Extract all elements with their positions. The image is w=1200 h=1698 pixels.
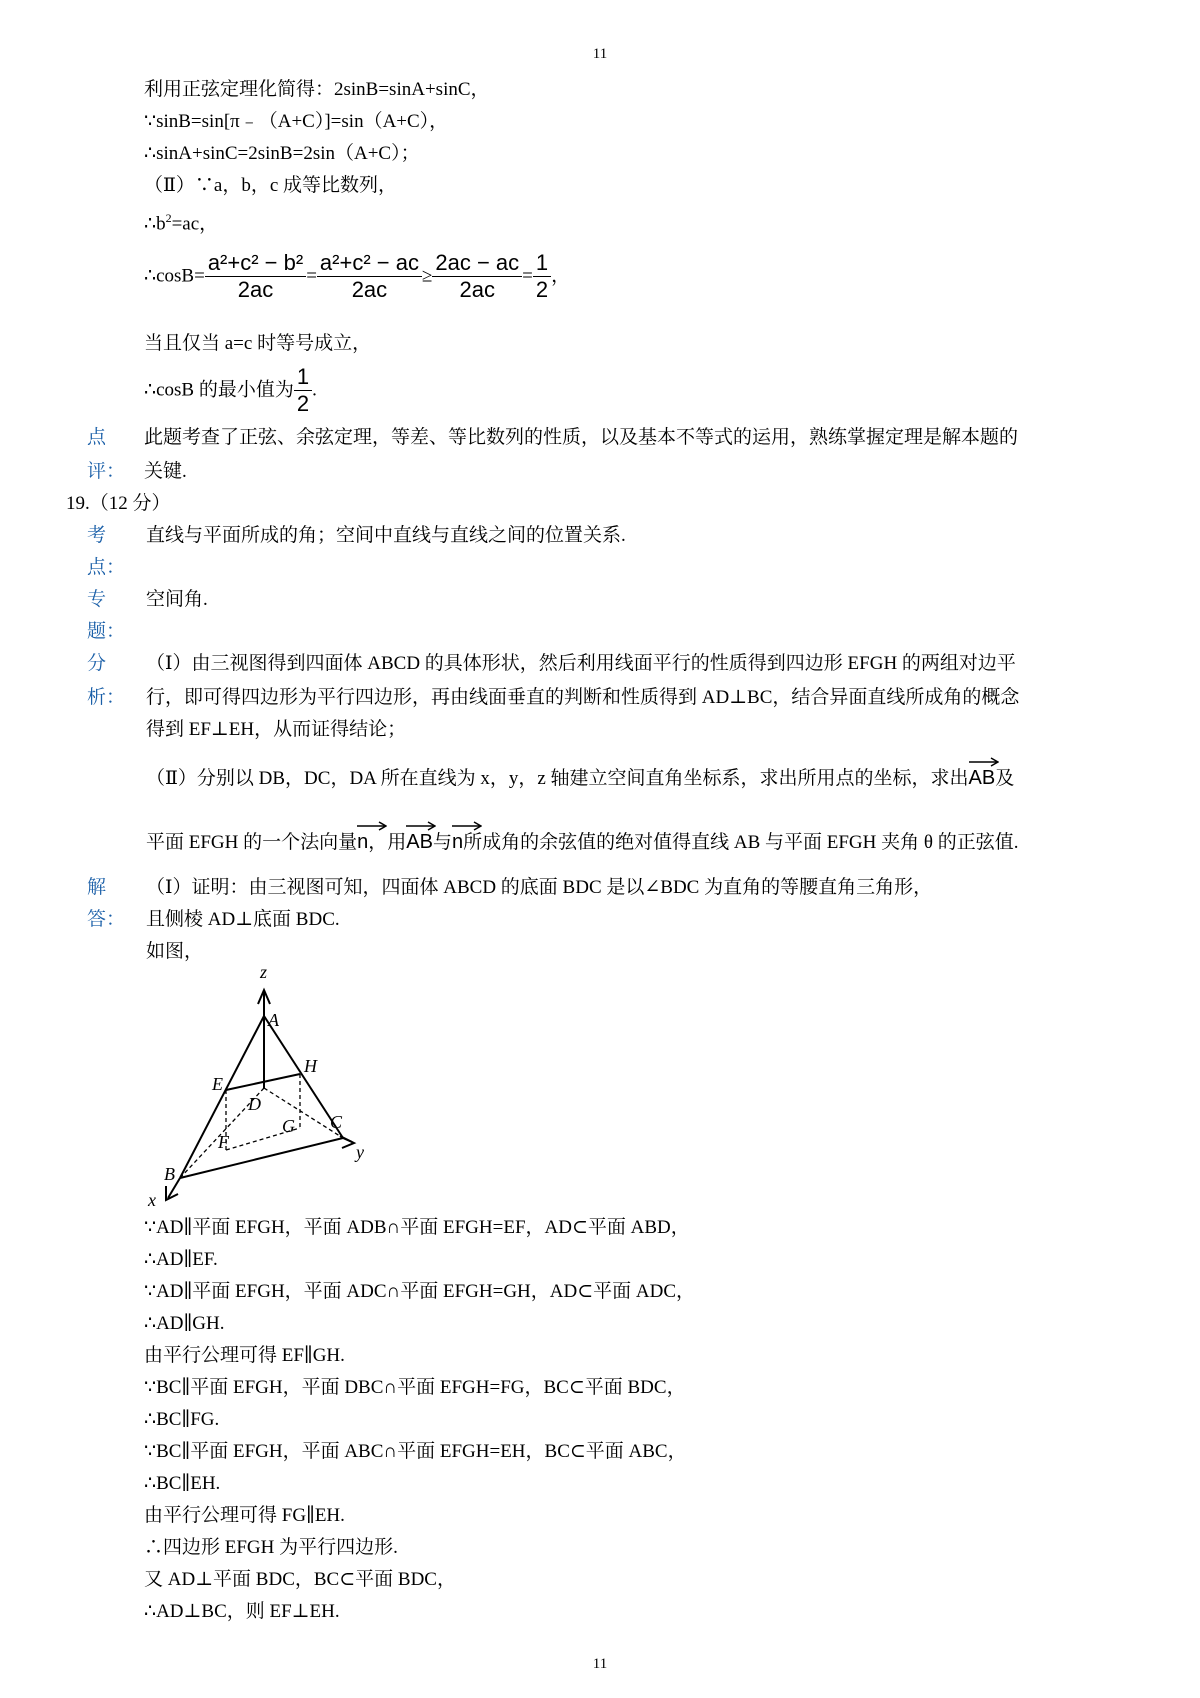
equals-2: = [522, 265, 533, 287]
b-squared-exp: 2 [165, 211, 172, 225]
label-b: B [164, 1164, 175, 1184]
fenxi-text-5a: 平面 EFGH 的一个法向量 [146, 832, 358, 853]
fraction-1-numerator: a²+c² − b² [207, 250, 304, 276]
edge-bc [180, 1138, 343, 1178]
tetrahedron-figure [130, 960, 390, 1210]
min-value-fraction [294, 364, 312, 417]
fraction-2 [317, 250, 422, 303]
solution-line-4: （Ⅱ）∵a，b，c 成等比数列， [144, 175, 398, 196]
min-value-denominator: 2 [294, 390, 312, 417]
label-a: A [268, 1010, 279, 1030]
proof-line-7: ∴BC∥FG. [144, 1409, 220, 1430]
label-f: F [218, 1132, 229, 1152]
fraction-1-denominator: 2ac [205, 276, 306, 303]
fraction-3-numerator: 2ac − ac [435, 250, 520, 276]
fraction-2-numerator: a²+c² − ac [319, 250, 419, 276]
fraction-3 [432, 250, 522, 303]
fenxi-text-5 [146, 830, 1018, 855]
cosb-prefix: ∴cosB= [144, 265, 205, 287]
jieda-text-3: 如图， [146, 941, 204, 962]
label-c: C [330, 1112, 343, 1132]
dianping-label-2: 评： [87, 461, 126, 482]
min-value-text: ∴cosB 的最小值为 [144, 379, 294, 401]
min-value-numerator: 1 [296, 364, 310, 390]
vector-arrow-icon [406, 821, 436, 831]
page-number-bottom: 11 [592, 1656, 608, 1672]
fenxi-text-4 [146, 766, 1014, 791]
question-19-title: 19.（12 分） [66, 493, 171, 514]
fenxi-text-3: 得到 EF⊥EH，从而证得结论； [146, 719, 407, 740]
cosb-formula [144, 248, 570, 305]
jieda-label-2: 答： [87, 909, 126, 930]
proof-line-11: ∴四边形 EFGH 为平行四边形. [144, 1537, 398, 1558]
fenxi-text-5c: 与 [432, 832, 452, 853]
solution-line-1: 利用正弦定理化简得：2sinB=sinA+sinC， [144, 79, 490, 100]
label-h: H [304, 1056, 317, 1076]
dianping-label-1: 点 [87, 427, 107, 448]
proof-line-9: ∴BC∥EH. [144, 1473, 221, 1494]
proof-line-13: ∴AD⊥BC，则 EF⊥EH. [144, 1601, 340, 1622]
vector-n-2 [452, 830, 463, 854]
vector-ab-2 [406, 830, 433, 854]
vector-arrow-icon [357, 821, 387, 831]
label-g: G [282, 1116, 295, 1136]
proof-line-8: ∵BC∥平面 EFGH，平面 ABC∩平面 EFGH=EH，BC⊂平面 ABC， [144, 1441, 687, 1462]
min-value-period: . [312, 379, 317, 401]
fenxi-text-2: 行，即可得四边形为平行四边形，再由线面垂直的判断和性质得到 AD⊥BC，结合异面直线所成角的概念 [146, 687, 1020, 708]
proof-line-2: ∴AD∥EF. [144, 1249, 218, 1270]
page-number-top: 11 [592, 46, 608, 62]
dianping-text-1: 此题考查了正弦、余弦定理，等差、等比数列的性质，以及基本不等式的运用，熟练掌握定理是解本题的 [144, 427, 1019, 448]
fraction-1 [205, 250, 306, 303]
greater-equal: ≥ [421, 265, 433, 287]
equals-1: = [306, 265, 317, 287]
proof-line-3: ∵AD∥平面 EFGH，平面 ADC∩平面 EFGH=GH，AD⊂平面 ADC， [144, 1281, 696, 1302]
vector-n [357, 830, 368, 854]
zhuanti-label-1: 专 [87, 589, 107, 610]
proof-line-5: 由平行公理可得 EF∥GH. [144, 1345, 345, 1366]
kaodian-label-1: 考 [87, 525, 107, 546]
solution-line-3: ∴sinA+sinC=2sinB=2sin（A+C）； [144, 143, 420, 164]
label-y: y [356, 1142, 364, 1162]
proof-line-10: 由平行公理可得 FG∥EH. [144, 1505, 345, 1526]
proof-line-12: 又 AD⊥平面 BDC，BC⊂平面 BDC， [144, 1569, 456, 1590]
vector-n-label: n [357, 831, 369, 853]
fraction-4-denominator: 2 [533, 276, 551, 303]
zhuanti-label-2: 题： [87, 621, 126, 642]
fenxi-text-1: （Ⅰ）由三视图得到四面体 ABCD 的具体形状，然后利用线面平行的性质得到四边形 EFGH 的两组对边平 [146, 653, 1016, 674]
jieda-text-2: 且侧棱 AD⊥底面 BDC. [146, 909, 340, 930]
jieda-label-1: 解 [87, 877, 107, 898]
fraction-4 [533, 250, 551, 303]
solution-line-5 [144, 206, 218, 236]
proof-line-6: ∵BC∥平面 EFGH，平面 DBC∩平面 EFGH=FG，BC⊂平面 BDC， [144, 1377, 686, 1398]
fenxi-text-4a: （Ⅱ）分别以 DB，DC，DA 所在直线为 x，y，z 轴建立空间直角坐标系，求出所用点的坐标，求出 [146, 768, 969, 789]
kaodian-text: 直线与平面所成的角；空间中直线与直线之间的位置关系. [146, 525, 626, 546]
fenxi-text-5d: 所成角的余弦值的绝对值得直线 AB 与平面 EFGH 夹角 θ 的正弦值. [463, 832, 1019, 853]
min-value-line [144, 364, 317, 417]
kaodian-label-2: 点： [87, 557, 126, 578]
vector-ab-2-label: AB [406, 831, 433, 853]
formula-comma: ， [551, 265, 571, 287]
vector-arrow-icon [969, 757, 999, 767]
vector-ab [969, 766, 996, 790]
fenxi-label-1: 分 [87, 653, 107, 674]
vector-arrow-icon [452, 821, 482, 831]
fraction-4-numerator: 1 [535, 250, 549, 276]
vector-n-2-label: n [451, 831, 464, 853]
proof-line-4: ∴AD∥GH. [144, 1313, 225, 1334]
jieda-text-1: （Ⅰ）证明：由三视图可知，四面体 ABCD 的底面 BDC 是以∠BDC 为直角的等腰直角三角形， [146, 877, 933, 898]
fenxi-text-4b: 及 [995, 768, 1015, 789]
dianping-text-2: 关键. [144, 461, 187, 482]
zhuanti-text: 空间角. [146, 589, 208, 610]
fraction-3-denominator: 2ac [432, 276, 522, 303]
label-z: z [260, 962, 268, 982]
label-d: D [248, 1094, 261, 1114]
proof-line-1: ∵AD∥平面 EFGH，平面 ADB∩平面 EFGH=EF，AD⊂平面 ABD， [144, 1217, 690, 1238]
b-squared-rest: =ac， [171, 213, 219, 235]
b-squared-base: ∴b [144, 213, 166, 235]
fenxi-label-2: 析： [87, 687, 126, 708]
fenxi-text-5b: ，用 [368, 832, 407, 853]
solution-line-2: ∵sinB=sin[π﹣（A+C）]=sin（A+C）， [144, 111, 449, 132]
solution-line-7: 当且仅当 a=c 时等号成立， [144, 333, 372, 354]
vector-ab-label: AB [968, 767, 996, 789]
fraction-2-denominator: 2ac [317, 276, 422, 303]
label-x: x [148, 1190, 156, 1210]
label-e: E [212, 1074, 223, 1094]
